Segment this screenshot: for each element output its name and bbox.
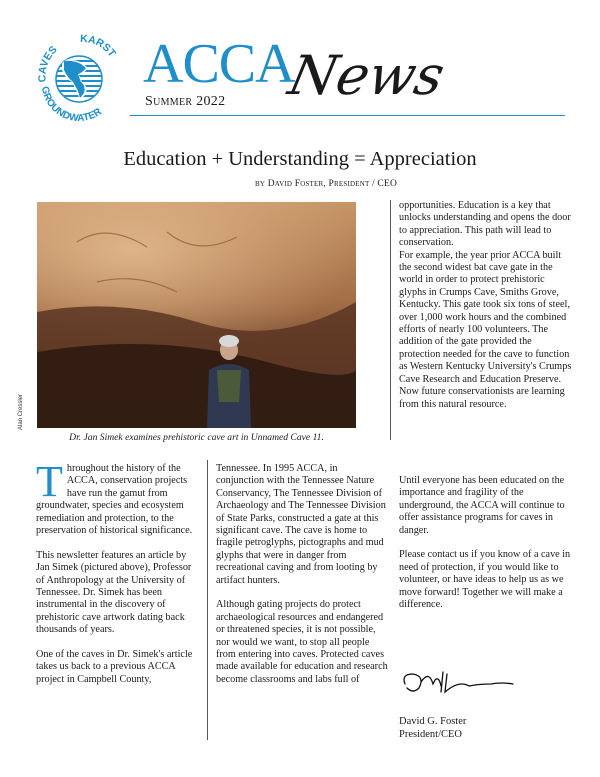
- article-column-3: [399, 200, 573, 411]
- article-byline: by David Foster, President / CEO: [255, 179, 398, 189]
- column-divider-right: [390, 200, 391, 440]
- issue-date: Summer 2022: [145, 94, 226, 109]
- article-column-2: [216, 463, 388, 699]
- svg-text:KARST: [80, 33, 119, 60]
- drop-cap: T: [36, 457, 63, 506]
- logo-text-caves: CAVES: [36, 43, 60, 83]
- signer-name: David G. Foster: [399, 716, 467, 727]
- paragraph: Please contact us if you know of a cave in need of protection, if you would like to volunteer, or have ideas to help us as we move forward! Together we will make a difference.: [399, 549, 571, 611]
- intro-paragraph: [36, 457, 202, 537]
- paragraph: Tennessee. In 1995 ACCA, in conjunction with the Tennessee Nature Conservancy, The Tennessee Division of Archaeology and The Tennessee Division of State Parks, constructed a gate at this significant cave. The cave is home to fragile petroglyphs, pictographs and mud glyphs that were in danger from recreational caving and from looting by artifact hunters.: [216, 463, 386, 586]
- paragraph: One of the caves in Dr. Simek's article takes us back to a previous ACCA project in Campbell County,: [36, 649, 193, 685]
- masthead-rule: [130, 115, 565, 116]
- signature: [399, 662, 519, 702]
- logo-text-groundwater: GROUNDWATER: [38, 85, 104, 122]
- column-divider-left: [207, 460, 208, 740]
- paragraph: Until everyone has been educated on the importance and fragility of the underground, the ACCA will continue to offer assistance programs for caves in danger.: [399, 475, 565, 536]
- masthead-title: ACCA: [143, 33, 295, 95]
- photo-caption: Dr. Jan Simek examines prehistoric cave art in Unnamed Cave 11.: [69, 432, 324, 443]
- paragraph: For example, the year prior ACCA built the second widest bat cave gate in the world in order to protect prehistoric glyphs in Crumps Cave, Smiths Grove, Kentucky. This gate took six tons of steel, over 1,000 work hours and the combined efforts of nearly 100 volunteers. The addition of the gate provided the protection needed for the cave to function as Western Kentucky University's Crumps Cave Research and Education Preserve. Now future conservationists are learning from this natural resource.: [399, 249, 572, 410]
- acca-globe-logo: [32, 30, 124, 122]
- article-column-1: [36, 457, 202, 699]
- paragraph: opportunities. Education is a key that unlocks understanding and opens the door to appreciation. This path will lead to conservation.: [399, 200, 571, 249]
- cave-photo: [37, 202, 356, 428]
- photo-credit: Alan Cressler: [18, 393, 24, 430]
- signer-title: President/CEO: [399, 729, 462, 740]
- logo-text-karst: KARST: [79, 32, 119, 60]
- masthead: [0, 0, 600, 140]
- masthead-news-script: News: [283, 44, 450, 107]
- article-column-3-closing: [399, 475, 573, 624]
- signature-block: [399, 715, 466, 741]
- article-headline: Education + Understanding = Appreciation: [123, 148, 477, 170]
- paragraph: Although gating projects do protect archaeological resources and endangered or threatened species, it is not possible, nor would we want, to stop all people from entering into caves. Protected caves made available for education and research become classrooms and labs full of: [216, 599, 388, 685]
- intro-text: hroughout the history of the ACCA, conservation projects have run the gamut from groundwater, species and ecosystem remediation and protection, to the preservation of historical significance.: [36, 463, 193, 537]
- paragraph: This newsletter features an article by Jan Simek (pictured above), Professor of Anthropology at the University of Tennessee. Dr. Simek has been instrumental in the discovery of prehistoric cave artwork dating back thousands of years.: [36, 549, 192, 636]
